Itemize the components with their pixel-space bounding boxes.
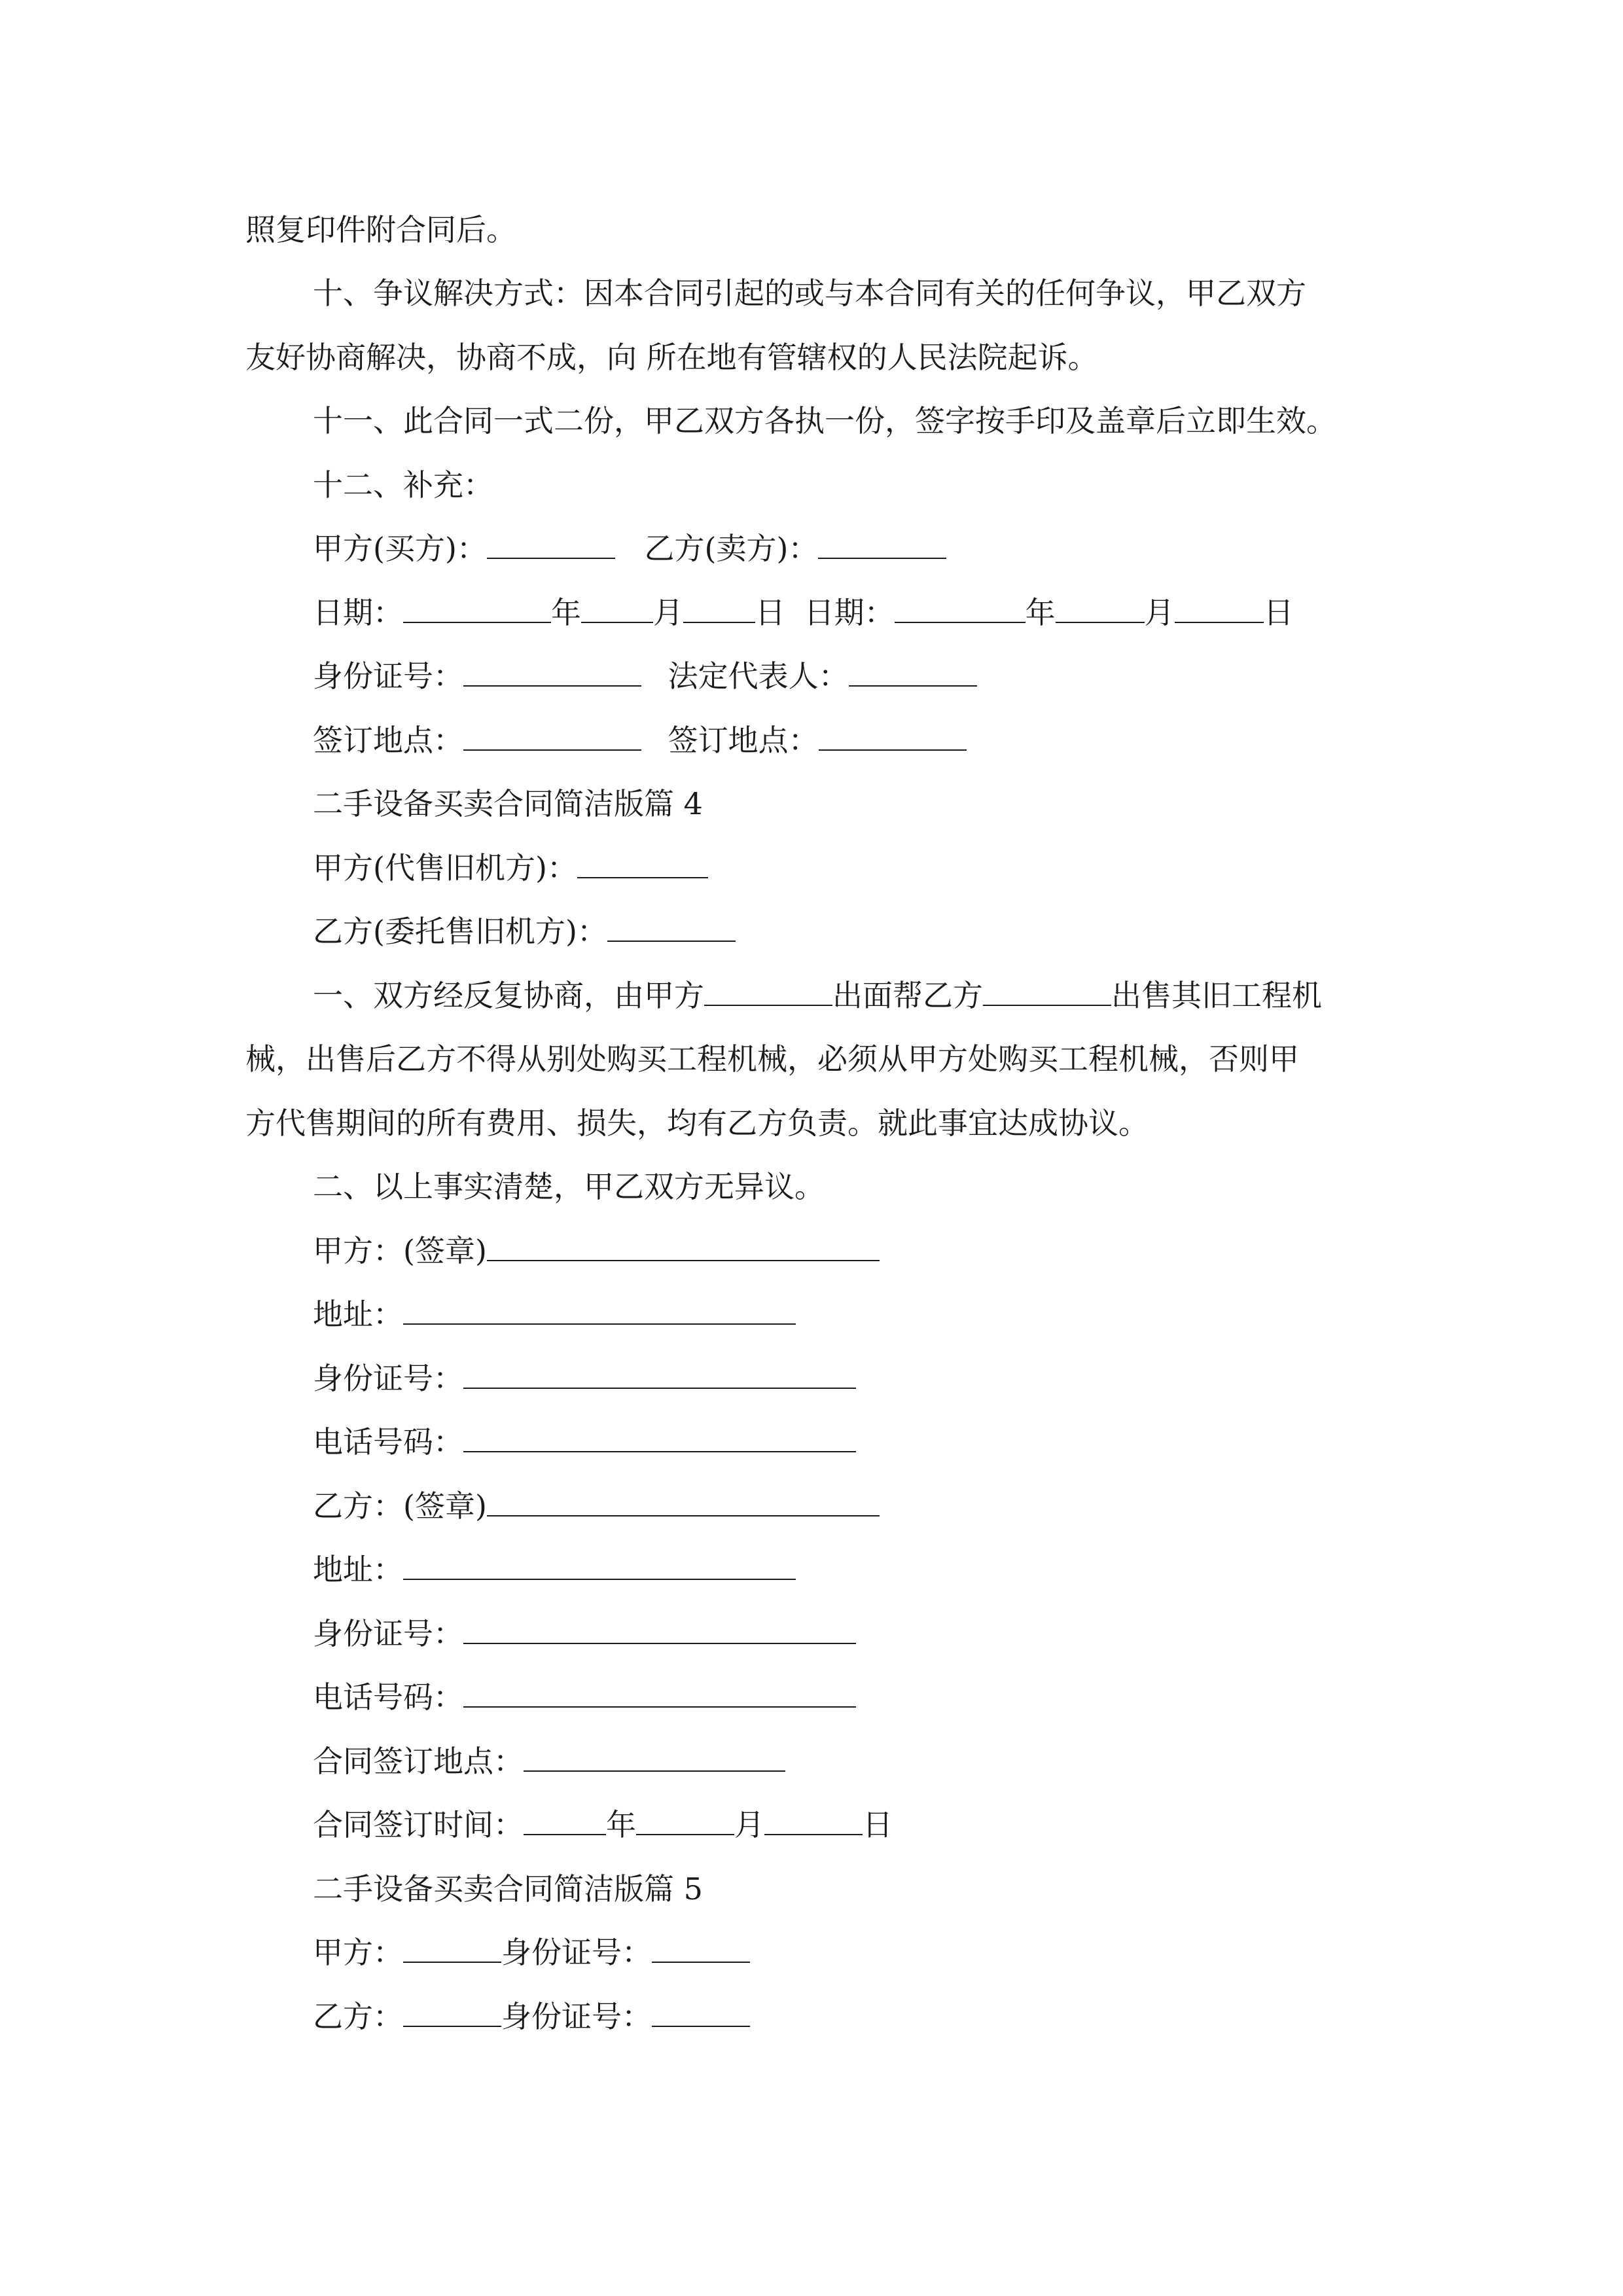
date-label-b: 日期： xyxy=(804,595,895,630)
supplement-clause: 十二、补充： xyxy=(313,467,493,503)
copies-clause: 十一、此合同一式二份，甲乙双方各执一份，签字按手印及盖章后立即生效。 xyxy=(313,403,1336,439)
contract-place-row: 合同签订地点： xyxy=(313,1738,785,1781)
date-row: 日期： 年 月 日 日期： 年 月 日 xyxy=(313,589,1294,632)
contract-time-row: 合同签订时间： 年 月 日 xyxy=(313,1801,893,1844)
seller-label: 乙方(卖方)： xyxy=(644,531,819,566)
clause1-line1: 一、双方经反复协商，由甲方 出面帮乙方 出售其旧工程机 xyxy=(313,972,1322,1015)
party-a-address-row: 地址： xyxy=(313,1291,796,1334)
buyer-label: 甲方(买方)： xyxy=(313,531,487,566)
clause2: 二、以上事实清楚，甲乙双方无异议。 xyxy=(313,1169,825,1204)
seller-blank xyxy=(818,529,946,559)
party-b-seal-row: 乙方：(签章) xyxy=(313,1482,880,1526)
buyer-blank xyxy=(487,529,615,559)
party-a-phone-row: 电话号码： xyxy=(313,1418,856,1462)
party-b-id-row: 身份证号： xyxy=(313,1610,856,1653)
party-b-client-row: 乙方(委托售旧机方)： xyxy=(313,908,736,951)
party-a-row-5: 甲方： 身份证号： xyxy=(313,1929,750,1972)
section-heading-4: 二手设备买卖合同简洁版篇 4 xyxy=(313,786,703,821)
sign-place-row: 签订地点： 签订地点： xyxy=(313,717,967,760)
date-label-a: 日期： xyxy=(313,595,403,630)
buyer-seller-row xyxy=(313,525,946,568)
id-label: 身份证号： xyxy=(313,658,463,694)
party-a-agent-row: 甲方(代售旧机方)： xyxy=(313,844,708,888)
dispute-clause-line1: 十、争议解决方式：因本合同引起的或与本合同有关的任何争议，甲乙双方 xyxy=(313,276,1306,311)
section-heading-5: 二手设备买卖合同简洁版篇 5 xyxy=(313,1871,703,1907)
paragraph-continuation: 照复印件附合同后。 xyxy=(245,212,516,247)
party-b-address-row: 地址： xyxy=(313,1546,796,1589)
party-b-row-5: 乙方： 身份证号： xyxy=(313,1993,750,2036)
clause1-line3: 方代售期间的所有费用、损失，均有乙方负责。就此事宜达成协议。 xyxy=(245,1105,1149,1141)
id-legal-row xyxy=(313,653,977,696)
dispute-clause-line2: 友好协商解决，协商不成，向 所在地有管辖权的人民法院起诉。 xyxy=(245,340,1098,375)
clause1-line2: 械，出售后乙方不得从别处购买工程机械，必须从甲方处购买工程机械，否则甲 xyxy=(245,1041,1299,1077)
party-a-id-row: 身份证号： xyxy=(313,1355,856,1398)
legal-rep-label: 法定代表人： xyxy=(668,658,849,694)
party-b-phone-row: 电话号码： xyxy=(313,1674,856,1717)
party-a-seal-row: 甲方：(签章) xyxy=(313,1227,880,1270)
